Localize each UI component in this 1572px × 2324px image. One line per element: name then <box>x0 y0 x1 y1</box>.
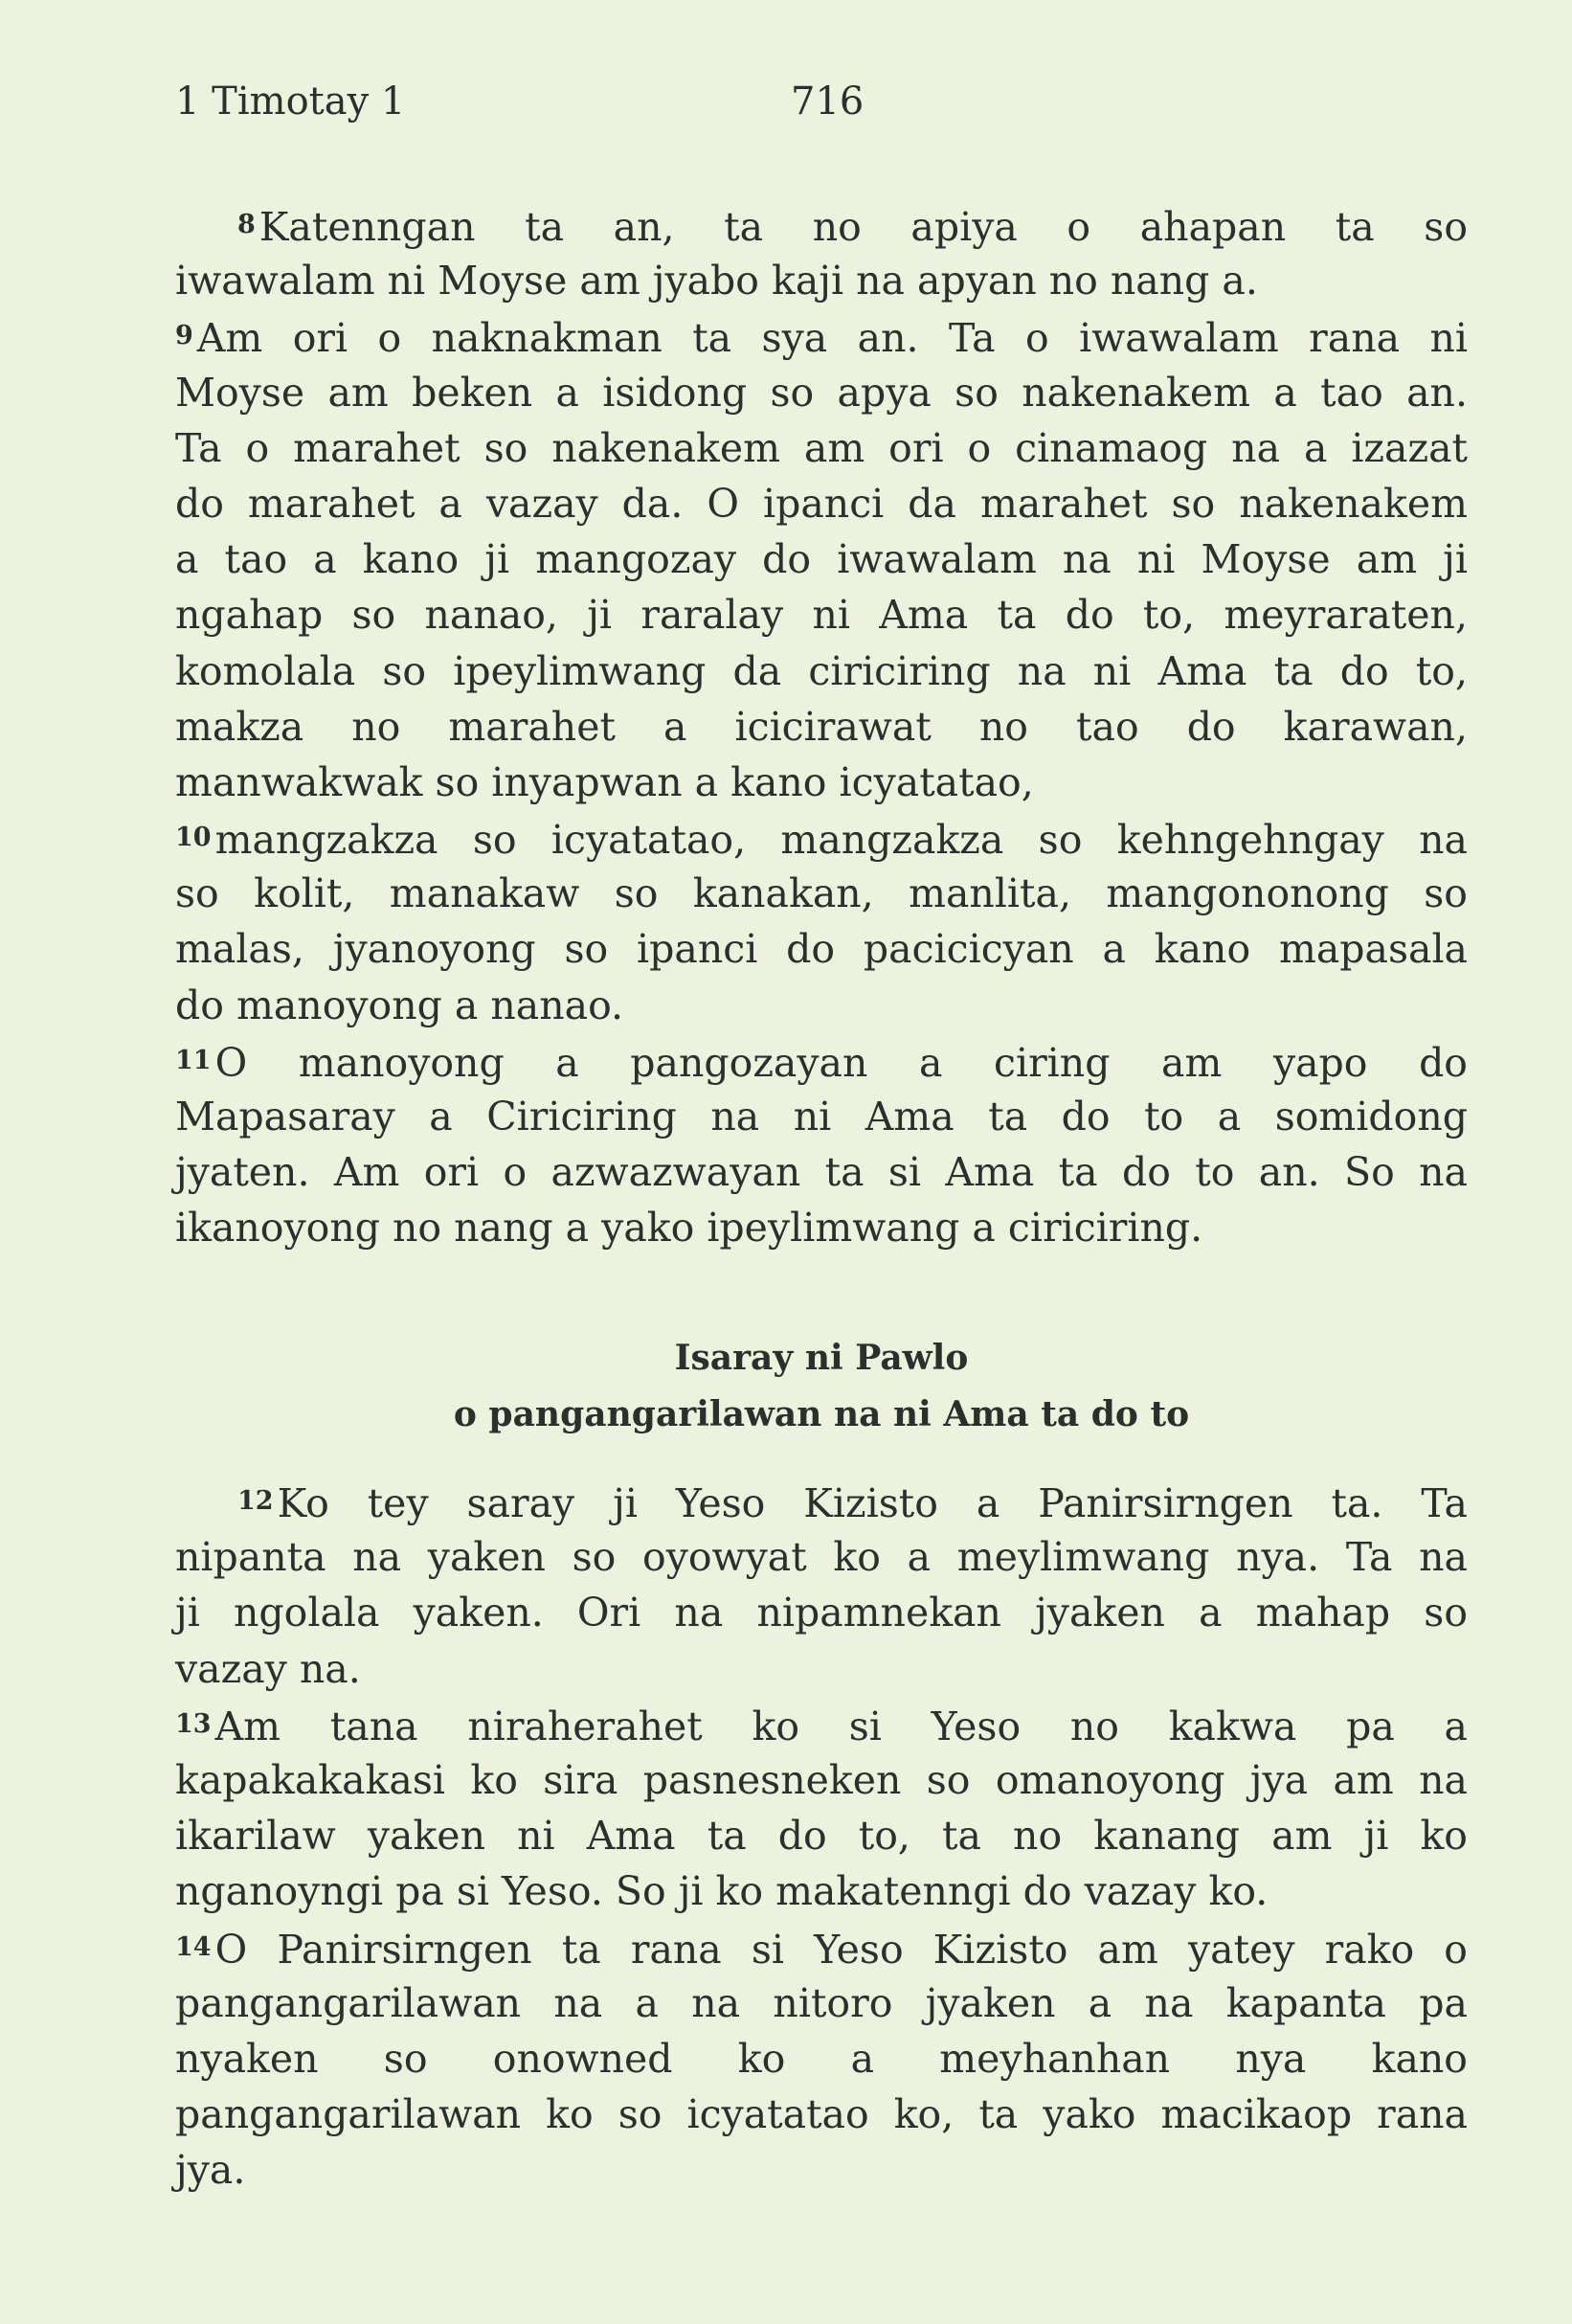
verse-line <box>175 1752 1468 1808</box>
verse-text: nipanta na yaken so oyowyat ko a meylimwang nya. Ta na <box>175 1534 1468 1581</box>
running-header-book: 1 Timotay 1 <box>175 79 406 124</box>
verse-text: nyaken so onowned ko a meyhanhan nya kano <box>175 2035 1468 2082</box>
verse-line <box>175 1863 1468 1919</box>
section-heading <box>175 1330 1468 1443</box>
verse-line <box>175 476 1468 531</box>
verse-text: komolala so ipeylimwang da ciriciring na ni Ama ta do to, <box>175 647 1468 694</box>
verse-number: 8 <box>237 210 256 239</box>
verse-line <box>175 699 1468 755</box>
body-text-section-1 <box>175 197 1468 1256</box>
verse-text: Am tana niraherahet ko si Yeso no kakwa pa a <box>214 1703 1468 1749</box>
verse-line <box>175 2031 1468 2087</box>
verse-text: kapakakakasi ko sira pasnesneken so omanoyong jya am na <box>175 1756 1468 1803</box>
body-text-section-2 <box>175 1474 1468 2198</box>
verse-text: Mapasaray a Ciriciring na ni Ama ta do to a somidong <box>175 1094 1468 1139</box>
verse-number: 12 <box>237 1486 274 1516</box>
verse-line <box>175 420 1468 476</box>
verse-text: jya. <box>175 2147 246 2194</box>
verse-line <box>175 365 1468 420</box>
verse-line <box>175 1474 1468 1529</box>
verse-text: makza no marahet a icicirawat no tao do karawan, <box>175 703 1468 750</box>
verse-line <box>175 531 1468 587</box>
verse-line <box>175 866 1468 921</box>
section-heading-line-1: Isaray ni Pawlo <box>674 1338 969 1378</box>
verse-text: jyaten. Am ori o azwazwayan ta si Ama ta do to an. So na <box>175 1149 1468 1196</box>
verse-line <box>175 978 1468 1033</box>
verse-text: so kolit, manakaw so kanakan, manlita, mangononong so <box>175 870 1468 917</box>
verse-text: a tao a kano ji mangozay do iwawalam na ni Moyse am ji <box>175 536 1468 583</box>
verse-text: Katenngan ta an, ta no apiya o ahapan ta so <box>258 204 1468 250</box>
verse-line <box>175 1641 1468 1697</box>
verse-line <box>175 1585 1468 1640</box>
page-number: 716 <box>791 79 865 124</box>
verse-text: malas, jyanoyong so ipanci do pacicicyan a kano mapasala <box>175 926 1468 973</box>
verse-text: ji ngolala yaken. Ori na nipamnekan jyaken a mahap so <box>175 1590 1468 1636</box>
verse-line <box>175 1033 1468 1089</box>
verse-line <box>175 1144 1468 1200</box>
verse-text: ikanoyong no nang a yako ipeylimwang a ciriciring. <box>175 1205 1203 1252</box>
verse-line <box>175 1975 1468 2031</box>
verse-text: Ta o marahet so nakenakem am ori o cinamaog na a izazat <box>175 424 1468 471</box>
verse-line <box>175 1089 1468 1144</box>
verse-text: iwawalam ni Moyse am jyabo kaji na apyan no nang a. <box>175 258 1258 305</box>
verse-line <box>175 308 1468 364</box>
verse-line <box>175 1529 1468 1585</box>
verse-number: 13 <box>175 1708 212 1739</box>
section-heading-line-2: o pangangarilawan na ni Ama ta do to <box>453 1394 1190 1434</box>
verse-line <box>175 2087 1468 2142</box>
verse-text: mangzakza so icyatatao, mangzakza so kehngehngay na <box>214 817 1468 864</box>
verse-line <box>175 810 1468 866</box>
verse-line <box>175 1697 1468 1752</box>
verse-number: 11 <box>175 1045 212 1075</box>
verse-text: pangangarilawan na a na nitoro jyaken a na kapanta pa <box>175 1979 1468 2026</box>
verse-line <box>175 643 1468 699</box>
verse-text: ngahap so nanao, ji raralay ni Ama ta do to, meyraraten, <box>175 592 1468 639</box>
verse-text: Ko tey saray ji Yeso Kizisto a Panirsirngen ta. Ta <box>277 1480 1468 1526</box>
verse-text: O Panirsirngen ta rana si Yeso Kizisto am yatey rako o <box>214 1926 1468 1973</box>
verse-line <box>175 1920 1468 1975</box>
verse-line <box>175 1200 1468 1255</box>
verse-number: 9 <box>175 321 193 351</box>
verse-text: vazay na. <box>175 1645 361 1692</box>
verse-line <box>175 921 1468 977</box>
verse-line <box>175 755 1468 810</box>
verse-text: Am ori o naknakman ta sya an. Ta o iwawalam rana ni <box>196 315 1468 362</box>
verse-text: do manoyong a nanao. <box>175 981 624 1028</box>
verse-line <box>175 587 1468 643</box>
verse-text: manwakwak so inyapwan a kano icyatatao, <box>175 758 1034 805</box>
verse-line <box>175 197 1468 253</box>
verse-text: nganoyngi pa si Yeso. So ji ko makatenngi do vazay ko. <box>175 1868 1269 1915</box>
verse-number: 10 <box>175 823 212 853</box>
verse-text: O manoyong a pangozayan a ciring am yapo do <box>214 1039 1468 1086</box>
verse-line <box>175 2142 1468 2198</box>
verse-text: Moyse am beken a isidong so apya so nakenakem a tao an. <box>175 369 1468 416</box>
verse-text: pangangarilawan ko so icyatatao ko, ta yako macikaop rana <box>175 2091 1468 2138</box>
verse-text: ikarilaw yaken ni Ama ta do to, ta no kanang am ji ko <box>175 1813 1468 1860</box>
verse-text: do marahet a vazay da. O ipanci da marahet so nakenakem <box>175 480 1468 527</box>
verse-line <box>175 253 1468 308</box>
verse-number: 14 <box>175 1931 212 1962</box>
verse-line <box>175 1808 1468 1863</box>
